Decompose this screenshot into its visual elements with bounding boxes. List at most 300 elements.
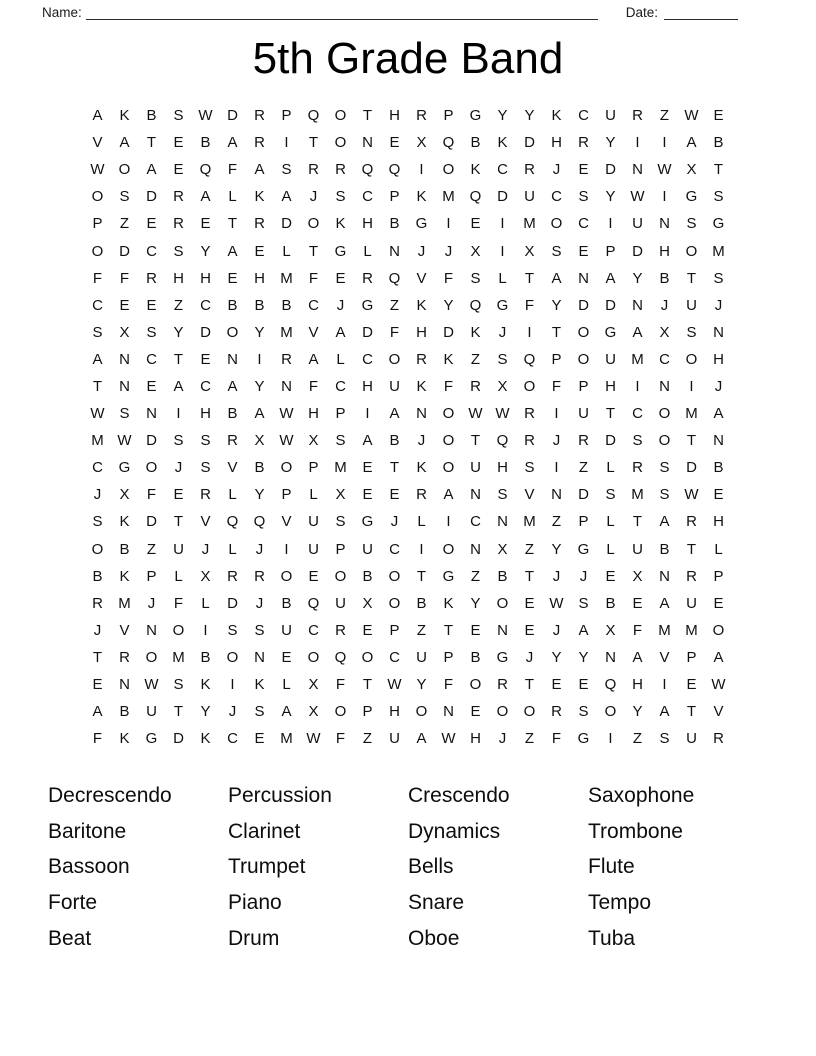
grid-letter: F <box>335 676 346 694</box>
grid-letter: W <box>468 405 483 423</box>
grid-letter: G <box>712 215 725 233</box>
grid-letter: E <box>578 676 589 694</box>
grid-letter: J <box>228 703 237 721</box>
grid-letter: T <box>173 350 184 368</box>
grid-letter: E <box>146 215 157 233</box>
grid-letter: O <box>334 703 347 721</box>
grid-letter: B <box>470 134 481 152</box>
grid-letter: G <box>442 567 455 585</box>
grid-letter: B <box>389 432 400 450</box>
grid-letter: J <box>255 540 264 558</box>
grid-letter: C <box>470 513 481 531</box>
grid-letter: J <box>498 730 507 748</box>
grid-letter: S <box>632 432 643 450</box>
grid-letter: Q <box>523 350 536 368</box>
grid-letter: N <box>497 621 508 639</box>
grid-letter: J <box>498 323 507 341</box>
grid-letter: R <box>578 432 589 450</box>
grid-letter: E <box>173 134 184 152</box>
grid-letter: I <box>608 215 613 233</box>
grid-letter: P <box>389 621 400 639</box>
grid-letter: A <box>659 513 670 531</box>
grid-letter: F <box>443 676 454 694</box>
grid-letter: I <box>500 215 505 233</box>
grid-letter: T <box>686 703 697 721</box>
grid-letter: P <box>443 648 454 666</box>
grid-letter: Y <box>443 296 454 314</box>
grid-letter: I <box>635 377 640 395</box>
grid-letter: R <box>686 513 697 531</box>
grid-letter: I <box>284 540 289 558</box>
grid-letter: B <box>281 594 292 612</box>
grid-letter: L <box>309 486 318 504</box>
grid-letter: T <box>632 513 643 531</box>
grid-letter: R <box>254 134 265 152</box>
grid-letter: N <box>119 377 130 395</box>
grid-letter: E <box>92 676 103 694</box>
grid-letter: M <box>280 269 293 287</box>
date-blank-line <box>664 4 738 20</box>
grid-letter: Z <box>470 350 481 368</box>
grid-letter: J <box>174 459 183 477</box>
grid-letter: Y <box>254 486 265 504</box>
grid-letter: I <box>662 676 667 694</box>
grid-letter: A <box>659 594 670 612</box>
grid-letter: G <box>415 215 428 233</box>
grid-letter: H <box>659 242 670 260</box>
grid-letter: B <box>200 134 211 152</box>
grid-letter: I <box>527 323 532 341</box>
grid-letter: E <box>254 730 265 748</box>
grid-letter: R <box>173 215 184 233</box>
grid-letter: J <box>660 296 669 314</box>
name-blank-line <box>86 4 598 20</box>
grid-letter: E <box>605 567 616 585</box>
grid-letter: A <box>335 323 346 341</box>
grid-letter: G <box>577 730 590 748</box>
grid-letter: J <box>417 242 426 260</box>
grid-letter: R <box>227 567 238 585</box>
grid-letter: T <box>227 215 238 233</box>
grid-letter: V <box>200 513 211 531</box>
grid-letter: W <box>495 405 510 423</box>
grid-letter: N <box>470 486 481 504</box>
grid-letter: C <box>92 296 103 314</box>
grid-letter: K <box>119 513 130 531</box>
grid-letter: C <box>632 405 643 423</box>
grid-letter: N <box>146 621 157 639</box>
grid-letter: E <box>389 486 400 504</box>
grid-letter: E <box>362 459 373 477</box>
grid-letter: D <box>227 107 238 125</box>
grid-letter: O <box>388 350 401 368</box>
grid-letter: T <box>524 676 535 694</box>
grid-letter: E <box>362 486 373 504</box>
grid-letter: J <box>714 377 723 395</box>
grid-letter: G <box>685 188 698 206</box>
grid-letter: X <box>659 323 670 341</box>
page-title: 5th Grade Band <box>252 34 564 83</box>
grid-letter: D <box>146 513 157 531</box>
grid-letter: Y <box>524 107 535 125</box>
grid-letter: D <box>362 323 373 341</box>
grid-letter: N <box>659 377 670 395</box>
grid-letter: T <box>92 648 103 666</box>
grid-letter: F <box>173 594 184 612</box>
grid-letter: E <box>119 296 130 314</box>
grid-letter: S <box>281 161 292 179</box>
grid-letter: O <box>469 676 482 694</box>
grid-letter: W <box>144 676 159 694</box>
grid-letter: F <box>389 323 400 341</box>
grid-letter: H <box>713 350 724 368</box>
grid-letter: N <box>659 215 670 233</box>
grid-letter: L <box>228 540 237 558</box>
grid-letter: N <box>281 377 292 395</box>
word-list-item: Dynamics <box>408 819 501 843</box>
grid-letter: X <box>524 242 535 260</box>
grid-letter: U <box>389 730 400 748</box>
grid-letter: U <box>362 540 373 558</box>
grid-letter: U <box>308 540 319 558</box>
grid-letter: D <box>578 486 589 504</box>
grid-letter: U <box>686 296 697 314</box>
grid-letter: M <box>712 242 725 260</box>
grid-letter: L <box>498 269 507 287</box>
grid-letter: K <box>416 377 427 395</box>
word-list-item: Forte <box>48 891 98 915</box>
grid-letter: A <box>659 703 670 721</box>
grid-letter: S <box>659 486 670 504</box>
grid-letter: J <box>309 188 318 206</box>
grid-letter: S <box>92 513 103 531</box>
grid-letter: N <box>578 269 589 287</box>
grid-letter: O <box>145 459 158 477</box>
grid-letter: K <box>497 134 508 152</box>
grid-letter: A <box>119 134 130 152</box>
grid-letter: S <box>200 432 211 450</box>
grid-letter: T <box>173 703 184 721</box>
grid-letter: O <box>442 432 455 450</box>
grid-letter: E <box>146 377 157 395</box>
grid-letter: G <box>145 730 158 748</box>
grid-letter: U <box>308 513 319 531</box>
grid-letter: R <box>470 377 481 395</box>
word-list-item: Tuba <box>588 926 636 950</box>
grid-letter: E <box>470 621 481 639</box>
grid-letter: S <box>146 323 157 341</box>
grid-letter: X <box>200 567 211 585</box>
grid-letter: A <box>92 703 103 721</box>
grid-letter: U <box>389 377 400 395</box>
grid-letter: E <box>389 134 400 152</box>
word-list-column <box>228 778 408 956</box>
grid-letter: A <box>254 161 265 179</box>
grid-letter: E <box>578 161 589 179</box>
grid-letter: F <box>92 269 103 287</box>
grid-letter: F <box>443 377 454 395</box>
grid-letter: N <box>443 703 454 721</box>
grid-letter: N <box>254 648 265 666</box>
grid-letter: A <box>578 621 589 639</box>
grid-letter: W <box>684 107 699 125</box>
grid-letter: Y <box>416 676 427 694</box>
grid-letter: B <box>470 648 481 666</box>
grid-letter: P <box>281 486 292 504</box>
grid-letter: R <box>200 486 211 504</box>
grid-letter: B <box>254 296 265 314</box>
grid-letter: G <box>496 648 509 666</box>
grid-letter: T <box>443 621 454 639</box>
grid-letter: B <box>659 269 670 287</box>
grid-letter: S <box>173 107 184 125</box>
grid-letter: J <box>390 513 399 531</box>
grid-letter: R <box>254 215 265 233</box>
grid-letter: W <box>279 405 294 423</box>
grid-letter: Q <box>253 513 266 531</box>
grid-letter: P <box>92 215 103 233</box>
grid-letter: T <box>92 377 103 395</box>
grid-letter: L <box>714 540 723 558</box>
grid-letter: Y <box>551 648 562 666</box>
grid-letter: L <box>363 242 372 260</box>
grid-letter: R <box>254 567 265 585</box>
grid-letter: S <box>254 703 265 721</box>
grid-letter: H <box>254 269 265 287</box>
grid-letter: K <box>443 350 454 368</box>
grid-letter: E <box>308 567 319 585</box>
grid-letter: M <box>280 323 293 341</box>
grid-letter: O <box>604 703 617 721</box>
word-list-item: Bassoon <box>48 855 130 879</box>
grid-letter: O <box>523 377 536 395</box>
grid-letter: T <box>605 405 616 423</box>
grid-letter: Z <box>389 296 400 314</box>
grid-letter: M <box>523 215 536 233</box>
grid-letter: C <box>200 377 211 395</box>
grid-letter: S <box>578 188 589 206</box>
grid-letter: N <box>497 513 508 531</box>
grid-letter: I <box>635 134 640 152</box>
grid-letter: I <box>500 242 505 260</box>
grid-letter: I <box>284 134 289 152</box>
grid-letter: R <box>497 676 508 694</box>
grid-letter: G <box>496 296 509 314</box>
grid-letter: N <box>416 405 427 423</box>
grid-letter: S <box>578 594 589 612</box>
grid-letter: I <box>419 161 424 179</box>
grid-letter: W <box>198 107 213 125</box>
grid-letter: S <box>686 215 697 233</box>
grid-letter: I <box>446 513 451 531</box>
grid-letter: K <box>470 161 481 179</box>
grid-letter: W <box>441 730 456 748</box>
grid-letter: F <box>443 269 454 287</box>
grid-letter: K <box>335 215 346 233</box>
grid-letter: Q <box>307 107 320 125</box>
grid-letter: E <box>713 594 724 612</box>
grid-letter: T <box>686 432 697 450</box>
grid-letter: H <box>389 703 400 721</box>
grid-letter: H <box>200 269 211 287</box>
grid-letter: M <box>442 188 455 206</box>
grid-letter: H <box>362 377 373 395</box>
grid-letter: P <box>605 242 616 260</box>
grid-letter: T <box>362 676 373 694</box>
grid-letter: S <box>335 188 346 206</box>
grid-letter: U <box>632 540 643 558</box>
grid-letter: S <box>713 269 724 287</box>
grid-letter: X <box>497 540 508 558</box>
grid-letter: K <box>470 323 481 341</box>
grid-letter: K <box>254 188 265 206</box>
grid-letter: L <box>228 188 237 206</box>
grid-letter: I <box>176 405 181 423</box>
word-list-item: Oboe <box>408 926 460 950</box>
grid-letter: Z <box>416 621 427 639</box>
grid-letter: Y <box>632 703 643 721</box>
grid-letter: O <box>496 594 509 612</box>
grid-letter: C <box>92 459 103 477</box>
grid-letter: R <box>146 269 157 287</box>
grid-letter: F <box>308 269 319 287</box>
grid-letter: B <box>416 594 427 612</box>
grid-letter: O <box>334 567 347 585</box>
grid-letter: M <box>280 730 293 748</box>
grid-letter: J <box>417 432 426 450</box>
grid-letter: J <box>552 621 561 639</box>
grid-letter: F <box>227 161 238 179</box>
grid-letter: K <box>416 188 427 206</box>
grid-letter: X <box>308 703 319 721</box>
grid-letter: F <box>146 486 157 504</box>
grid-letter: O <box>361 648 374 666</box>
grid-letter: W <box>306 730 321 748</box>
grid-letter: A <box>416 730 427 748</box>
grid-letter: C <box>227 730 238 748</box>
grid-letter: P <box>362 703 373 721</box>
grid-letter: O <box>415 703 428 721</box>
grid-letter: O <box>658 405 671 423</box>
grid-letter: J <box>714 296 723 314</box>
grid-letter: R <box>362 269 373 287</box>
grid-letter: O <box>442 540 455 558</box>
grid-letter: F <box>119 269 130 287</box>
grid-letter: M <box>172 648 185 666</box>
grid-letter: P <box>443 107 454 125</box>
grid-letter: O <box>334 107 347 125</box>
grid-letter: D <box>173 730 184 748</box>
grid-letter: Y <box>632 269 643 287</box>
grid-letter: O <box>496 703 509 721</box>
grid-letter: R <box>416 350 427 368</box>
grid-letter: Z <box>173 296 184 314</box>
grid-letter: F <box>92 730 103 748</box>
grid-letter: C <box>578 107 589 125</box>
grid-letter: A <box>389 405 400 423</box>
grid-letter: T <box>308 242 319 260</box>
grid-letter: C <box>146 242 157 260</box>
grid-letter: R <box>335 161 346 179</box>
grid-letter: N <box>632 296 643 314</box>
grid-letter: I <box>419 540 424 558</box>
grid-letter: P <box>308 459 319 477</box>
grid-letter: N <box>605 648 616 666</box>
word-list-item: Tempo <box>588 891 652 915</box>
grid-letter: M <box>658 621 671 639</box>
grid-letter: E <box>470 215 481 233</box>
grid-letter: M <box>685 405 698 423</box>
grid-letter: A <box>632 323 643 341</box>
grid-letter: V <box>281 513 292 531</box>
grid-letter: C <box>578 215 589 233</box>
grid-letter: T <box>389 459 400 477</box>
grid-letter: O <box>91 540 104 558</box>
grid-letter: H <box>308 405 319 423</box>
grid-letter: U <box>605 350 616 368</box>
grid-letter: U <box>335 594 346 612</box>
grid-letter: L <box>417 513 426 531</box>
grid-letter: Q <box>442 134 455 152</box>
grid-letter: B <box>200 648 211 666</box>
grid-letter: S <box>335 432 346 450</box>
grid-letter: E <box>524 594 535 612</box>
grid-letter: K <box>551 107 562 125</box>
grid-letter: K <box>416 459 427 477</box>
grid-letter: O <box>712 621 725 639</box>
grid-letter: E <box>335 269 346 287</box>
grid-letter: C <box>146 350 157 368</box>
grid-letter: P <box>713 567 724 585</box>
grid-letter: O <box>334 134 347 152</box>
grid-letter: N <box>362 134 373 152</box>
grid-letter: E <box>551 676 562 694</box>
word-list-item: Clarinet <box>228 819 301 843</box>
grid-letter: K <box>119 567 130 585</box>
grid-letter: A <box>632 648 643 666</box>
grid-letter: I <box>554 405 559 423</box>
grid-letter: P <box>146 567 157 585</box>
grid-letter: Y <box>551 540 562 558</box>
grid-letter: L <box>282 676 291 694</box>
grid-letter: A <box>92 107 103 125</box>
grid-letter: O <box>388 567 401 585</box>
grid-letter: A <box>227 377 238 395</box>
grid-letter: I <box>446 215 451 233</box>
grid-letter: J <box>201 540 210 558</box>
grid-letter: O <box>226 323 239 341</box>
grid-letter: E <box>713 107 724 125</box>
grid-letter: G <box>361 296 374 314</box>
grid-letter: V <box>659 648 670 666</box>
word-list-item: Snare <box>408 891 465 915</box>
grid-letter: X <box>119 323 130 341</box>
word-list-item: Decrescendo <box>48 784 172 808</box>
grid-letter: O <box>388 594 401 612</box>
word-list <box>48 778 768 956</box>
grid-letter: Q <box>604 676 617 694</box>
grid-letter: O <box>523 703 536 721</box>
grid-letter: A <box>200 188 211 206</box>
grid-letter: A <box>227 134 238 152</box>
grid-letter: I <box>230 676 235 694</box>
grid-letter: F <box>524 296 535 314</box>
grid-letter: S <box>173 432 184 450</box>
grid-letter: M <box>523 513 536 531</box>
grid-letter: L <box>606 513 615 531</box>
grid-letter: E <box>281 648 292 666</box>
grid-letter: D <box>497 188 508 206</box>
